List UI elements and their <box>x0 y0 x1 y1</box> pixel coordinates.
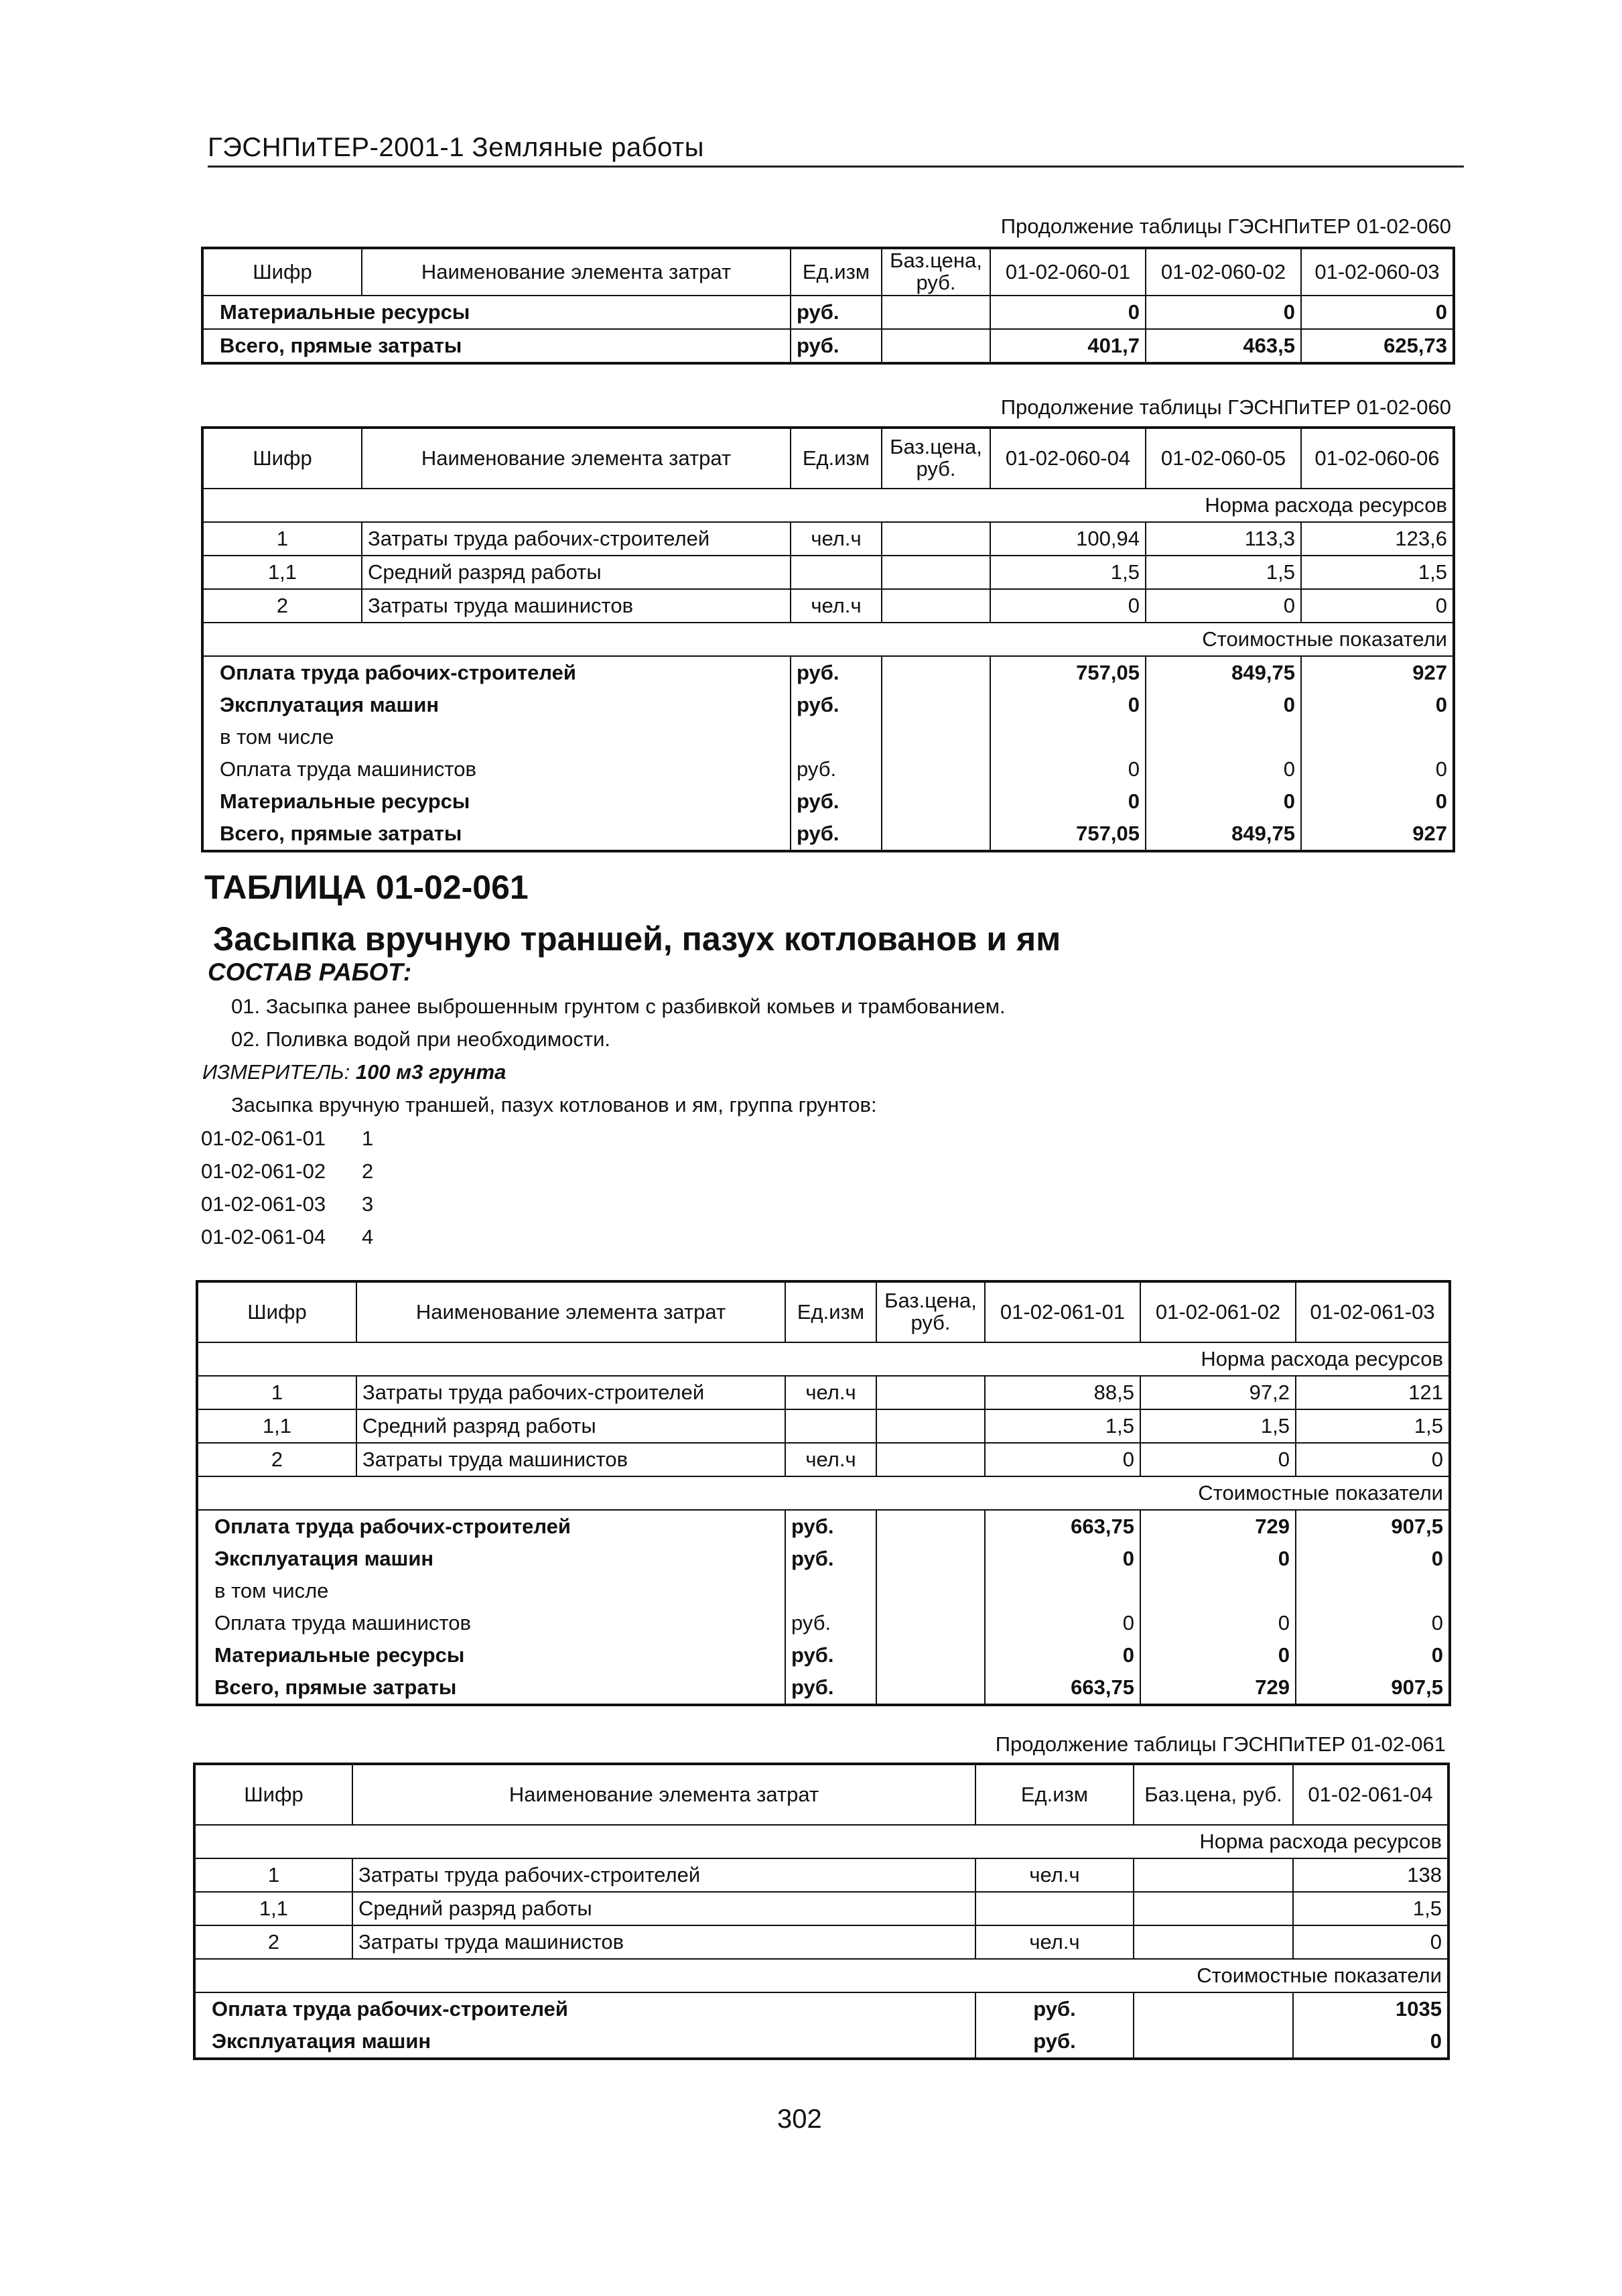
section-label: Норма расхода ресурсов <box>194 1825 1448 1858</box>
row-code: 1 <box>194 1858 352 1892</box>
group-value: 3 <box>362 1192 374 1216</box>
row-unit: руб. <box>791 818 882 851</box>
header-cell: Ед.изм <box>791 248 882 296</box>
row-value: 907,5 <box>1296 1510 1450 1543</box>
row-price <box>882 589 990 623</box>
table-row <box>202 785 1454 818</box>
row-value: 0 <box>1301 589 1454 623</box>
row-value: 1,5 <box>1301 556 1454 589</box>
code-value: 01-02-061-03 <box>201 1192 326 1216</box>
row-value: 0 <box>985 1443 1140 1476</box>
header-cell: 01-02-060-06 <box>1301 428 1454 489</box>
row-value: 729 <box>1140 1671 1296 1705</box>
table-row <box>194 2025 1448 2059</box>
header-cell: 01-02-060-03 <box>1301 248 1454 296</box>
row-value: 0 <box>1301 753 1454 785</box>
row-unit: руб. <box>791 689 882 721</box>
table-row <box>202 556 1454 589</box>
table-row <box>202 589 1454 623</box>
row-unit: руб. <box>791 785 882 818</box>
row-value: 0 <box>1301 785 1454 818</box>
row-price <box>1134 1858 1293 1892</box>
table-title: ТАБЛИЦА 01-02-061 <box>204 869 529 906</box>
table-row <box>197 1376 1450 1409</box>
row-unit: руб. <box>785 1639 876 1671</box>
row-value: 0 <box>990 753 1146 785</box>
row-value: 113,3 <box>1146 522 1301 556</box>
row-value: 123,6 <box>1301 522 1454 556</box>
row-name: Эксплуатация машин <box>202 689 791 721</box>
row-name: Оплата труда рабочих-строителей <box>194 1992 975 2025</box>
section-label: Норма расхода ресурсов <box>197 1342 1450 1376</box>
row-value: 625,73 <box>1301 329 1454 363</box>
code-value: 01-02-061-02 <box>201 1159 326 1183</box>
row-value: 0 <box>1140 1607 1296 1639</box>
continuation-label: Продолжение таблицы ГЭСНПиТЕР 01-02-060 <box>1000 214 1451 238</box>
row-value: 757,05 <box>990 656 1146 689</box>
section-label: Стоимостные показатели <box>197 1476 1450 1510</box>
row-value: 0 <box>1301 296 1454 329</box>
row-value: 0 <box>1296 1543 1450 1575</box>
row-value: 0 <box>1293 1925 1448 1959</box>
table-061-part2 <box>193 1763 1450 2060</box>
table-row <box>197 1607 1450 1639</box>
row-unit: чел.ч <box>785 1376 876 1409</box>
header-cell: 01-02-060-04 <box>990 428 1146 489</box>
row-value: 927 <box>1301 656 1454 689</box>
table-row <box>197 1443 1450 1476</box>
row-price <box>876 1409 985 1443</box>
table-row <box>194 1858 1448 1892</box>
row-price <box>1134 1892 1293 1925</box>
section-subtitle: Засыпка вручную траншей, пазух котлованов и ям <box>213 920 1061 958</box>
row-name: Материальные ресурсы <box>202 785 791 818</box>
row-value: 1,5 <box>1293 1892 1448 1925</box>
section-row <box>202 623 1454 656</box>
row-value: 0 <box>1301 689 1454 721</box>
table-row <box>197 1510 1450 1543</box>
row-value: 1,5 <box>1296 1409 1450 1443</box>
row-price <box>882 689 990 721</box>
table-row <box>202 753 1454 785</box>
row-unit: чел.ч <box>975 1858 1134 1892</box>
row-unit: руб. <box>975 1992 1134 2025</box>
header-cell: Наименование элемента затрат <box>362 428 791 489</box>
header-cell: Наименование элемента затрат <box>356 1281 785 1342</box>
table-061-part1 <box>196 1280 1451 1706</box>
row-name: Оплата труда машинистов <box>202 753 791 785</box>
code-line <box>201 1225 374 1249</box>
header-cell: Баз.цена, руб. <box>876 1281 985 1342</box>
header-cell: 01-02-061-03 <box>1296 1281 1450 1342</box>
table-header-row <box>202 428 1454 489</box>
row-value <box>1140 1575 1296 1607</box>
row-unit: чел.ч <box>791 522 882 556</box>
row-price <box>1134 1992 1293 2025</box>
header-cell: Ед.изм <box>975 1764 1134 1825</box>
row-unit <box>791 556 882 589</box>
row-value: 1035 <box>1293 1992 1448 2025</box>
intro-text: Засыпка вручную траншей, пазух котлованов и ям, группа грунтов: <box>231 1093 877 1117</box>
row-name: Всего, прямые затраты <box>202 329 791 363</box>
table-row <box>197 1639 1450 1671</box>
row-name: Затраты труда машинистов <box>356 1443 785 1476</box>
row-unit: руб. <box>785 1543 876 1575</box>
row-value <box>1301 721 1454 753</box>
row-name: Всего, прямые затраты <box>202 818 791 851</box>
row-value: 0 <box>985 1607 1140 1639</box>
measure-label: ИЗМЕРИТЕЛЬ: <box>202 1060 350 1084</box>
row-value: 1,5 <box>1140 1409 1296 1443</box>
row-unit: руб. <box>791 656 882 689</box>
row-value <box>985 1575 1140 1607</box>
code-value: 01-02-061-01 <box>201 1127 326 1150</box>
row-price <box>876 1443 985 1476</box>
header-cell: Ед.изм <box>785 1281 876 1342</box>
row-name: Эксплуатация машин <box>197 1543 785 1575</box>
row-name: Затраты труда рабочих-строителей <box>362 522 791 556</box>
section-label: Норма расхода ресурсов <box>202 489 1454 522</box>
row-name: Затраты труда рабочих-строителей <box>356 1376 785 1409</box>
row-price <box>1134 1925 1293 1959</box>
table-row <box>202 689 1454 721</box>
row-price <box>1134 2025 1293 2059</box>
continuation-label: Продолжение таблицы ГЭСНПиТЕР 01-02-061 <box>995 1732 1446 1756</box>
group-value: 1 <box>362 1127 374 1150</box>
code-line <box>201 1159 374 1184</box>
row-value: 138 <box>1293 1858 1448 1892</box>
section-row <box>197 1342 1450 1376</box>
row-value: 0 <box>985 1543 1140 1575</box>
row-code: 1 <box>202 522 362 556</box>
row-name: Средний разряд работы <box>352 1892 975 1925</box>
row-value: 1,5 <box>985 1409 1140 1443</box>
row-code: 1,1 <box>197 1409 356 1443</box>
row-value: 907,5 <box>1296 1671 1450 1705</box>
row-name: Затраты труда машинистов <box>362 589 791 623</box>
group-value: 4 <box>362 1225 374 1249</box>
header-cell: Шифр <box>194 1764 352 1825</box>
header-cell: 01-02-060-02 <box>1146 248 1301 296</box>
row-name: Материальные ресурсы <box>197 1639 785 1671</box>
row-unit: руб. <box>785 1607 876 1639</box>
row-code: 1,1 <box>194 1892 352 1925</box>
row-price <box>876 1510 985 1543</box>
header-cell: Шифр <box>197 1281 356 1342</box>
table-row <box>202 296 1454 329</box>
table-row <box>202 721 1454 753</box>
header-cell: 01-02-061-01 <box>985 1281 1140 1342</box>
row-price <box>876 1543 985 1575</box>
row-value: 0 <box>1146 589 1301 623</box>
header-cell: Баз.цена, руб. <box>1134 1764 1293 1825</box>
running-head: ГЭСНПиТЕР-2001-1 Земляные работы <box>208 133 1464 168</box>
table-row <box>194 1892 1448 1925</box>
table-row <box>197 1575 1450 1607</box>
row-value: 663,75 <box>985 1671 1140 1705</box>
row-price <box>882 785 990 818</box>
row-value: 0 <box>1146 689 1301 721</box>
header-cell: Шифр <box>202 428 362 489</box>
row-unit: руб. <box>785 1510 876 1543</box>
table-060-part2 <box>201 426 1455 852</box>
header-cell: Шифр <box>202 248 362 296</box>
table-row <box>194 1992 1448 2025</box>
section-label: Стоимостные показатели <box>194 1959 1448 1992</box>
row-code: 2 <box>194 1925 352 1959</box>
row-unit <box>785 1575 876 1607</box>
row-value: 0 <box>1296 1639 1450 1671</box>
header-cell: Наименование элемента затрат <box>362 248 791 296</box>
table-row <box>194 1925 1448 1959</box>
row-unit: чел.ч <box>791 589 882 623</box>
header-cell: 01-02-060-01 <box>990 248 1146 296</box>
group-value: 2 <box>362 1159 374 1183</box>
row-unit: руб. <box>791 753 882 785</box>
code-line <box>201 1192 374 1216</box>
row-unit <box>785 1409 876 1443</box>
row-value: 0 <box>1140 1543 1296 1575</box>
row-unit: руб. <box>785 1671 876 1705</box>
row-price <box>876 1575 985 1607</box>
row-value: 729 <box>1140 1510 1296 1543</box>
row-value: 0 <box>985 1639 1140 1671</box>
row-unit: руб. <box>975 2025 1134 2059</box>
row-price <box>882 818 990 851</box>
table-row <box>197 1671 1450 1705</box>
table-row <box>202 329 1454 363</box>
row-name: Оплата труда машинистов <box>197 1607 785 1639</box>
row-name: Эксплуатация машин <box>194 2025 975 2059</box>
work-item: 01. Засыпка ранее выброшенным грунтом с разбивкой комьев и трамбованием. <box>231 995 1006 1018</box>
row-name: Оплата труда рабочих-строителей <box>202 656 791 689</box>
row-price <box>876 1671 985 1705</box>
row-value: 0 <box>1146 785 1301 818</box>
row-name: Средний разряд работы <box>362 556 791 589</box>
section-row <box>202 489 1454 522</box>
row-name: Затраты труда рабочих-строителей <box>352 1858 975 1892</box>
table-row <box>197 1409 1450 1443</box>
header-cell: 01-02-061-04 <box>1293 1764 1448 1825</box>
row-value: 121 <box>1296 1376 1450 1409</box>
row-value: 0 <box>990 589 1146 623</box>
row-price <box>882 522 990 556</box>
row-unit: чел.ч <box>975 1925 1134 1959</box>
row-unit: чел.ч <box>785 1443 876 1476</box>
row-code: 1,1 <box>202 556 362 589</box>
table-row <box>197 1543 1450 1575</box>
section-row <box>197 1476 1450 1510</box>
table-row <box>202 818 1454 851</box>
row-price <box>876 1607 985 1639</box>
code-value: 01-02-061-04 <box>201 1225 326 1249</box>
row-value: 757,05 <box>990 818 1146 851</box>
row-value: 100,94 <box>990 522 1146 556</box>
row-value: 927 <box>1301 818 1454 851</box>
row-value <box>990 721 1146 753</box>
section-row <box>194 1959 1448 1992</box>
row-value: 97,2 <box>1140 1376 1296 1409</box>
row-value: 0 <box>1146 753 1301 785</box>
header-cell: 01-02-060-05 <box>1146 428 1301 489</box>
row-name: в том числе <box>202 721 791 753</box>
section-label: Стоимостные показатели <box>202 623 1454 656</box>
code-line <box>201 1127 374 1151</box>
row-value: 663,75 <box>985 1510 1140 1543</box>
row-value: 0 <box>1293 2025 1448 2059</box>
measure-value: 100 м3 грунта <box>355 1060 506 1084</box>
row-price <box>876 1639 985 1671</box>
row-value: 0 <box>990 296 1146 329</box>
row-code: 2 <box>197 1443 356 1476</box>
row-value: 0 <box>990 785 1146 818</box>
row-value: 849,75 <box>1146 656 1301 689</box>
row-value: 0 <box>1146 296 1301 329</box>
continuation-label: Продолжение таблицы ГЭСНПиТЕР 01-02-060 <box>1000 395 1451 419</box>
row-name: в том числе <box>197 1575 785 1607</box>
row-name: Средний разряд работы <box>356 1409 785 1443</box>
work-item: 02. Поливка водой при необходимости. <box>231 1027 611 1051</box>
row-code: 2 <box>202 589 362 623</box>
row-value: 463,5 <box>1146 329 1301 363</box>
table-060-part1 <box>201 247 1455 365</box>
row-code: 1 <box>197 1376 356 1409</box>
header-cell: Баз.цена, руб. <box>882 428 990 489</box>
row-name: Оплата труда рабочих-строителей <box>197 1510 785 1543</box>
row-price <box>882 721 990 753</box>
row-value: 0 <box>1140 1443 1296 1476</box>
page-number: 302 <box>777 2104 822 2134</box>
row-price <box>882 329 990 363</box>
composition-label: СОСТАВ РАБОТ: <box>208 958 412 986</box>
row-unit: руб. <box>791 329 882 363</box>
row-unit <box>791 721 882 753</box>
table-row <box>202 656 1454 689</box>
measure-line <box>202 1060 506 1084</box>
row-value <box>1146 721 1301 753</box>
row-price <box>876 1376 985 1409</box>
header-cell: Баз.цена, руб. <box>882 248 990 296</box>
row-value: 0 <box>1140 1639 1296 1671</box>
header-cell: Наименование элемента затрат <box>352 1764 975 1825</box>
row-value <box>1296 1575 1450 1607</box>
row-value: 401,7 <box>990 329 1146 363</box>
table-header-row <box>197 1281 1450 1342</box>
row-value: 1,5 <box>1146 556 1301 589</box>
row-value: 0 <box>1296 1607 1450 1639</box>
row-price <box>882 753 990 785</box>
table-row <box>202 522 1454 556</box>
header-cell: 01-02-061-02 <box>1140 1281 1296 1342</box>
row-value: 849,75 <box>1146 818 1301 851</box>
row-name: Всего, прямые затраты <box>197 1671 785 1705</box>
row-price <box>882 296 990 329</box>
header-cell: Ед.изм <box>791 428 882 489</box>
section-row <box>194 1825 1448 1858</box>
row-value: 0 <box>1296 1443 1450 1476</box>
row-unit <box>975 1892 1134 1925</box>
row-unit: руб. <box>791 296 882 329</box>
row-value: 0 <box>990 689 1146 721</box>
table-header-row <box>194 1764 1448 1825</box>
row-price <box>882 656 990 689</box>
table-header-row <box>202 248 1454 296</box>
row-value: 1,5 <box>990 556 1146 589</box>
row-name: Затраты труда машинистов <box>352 1925 975 1959</box>
row-name: Материальные ресурсы <box>202 296 791 329</box>
row-price <box>882 556 990 589</box>
row-value: 88,5 <box>985 1376 1140 1409</box>
